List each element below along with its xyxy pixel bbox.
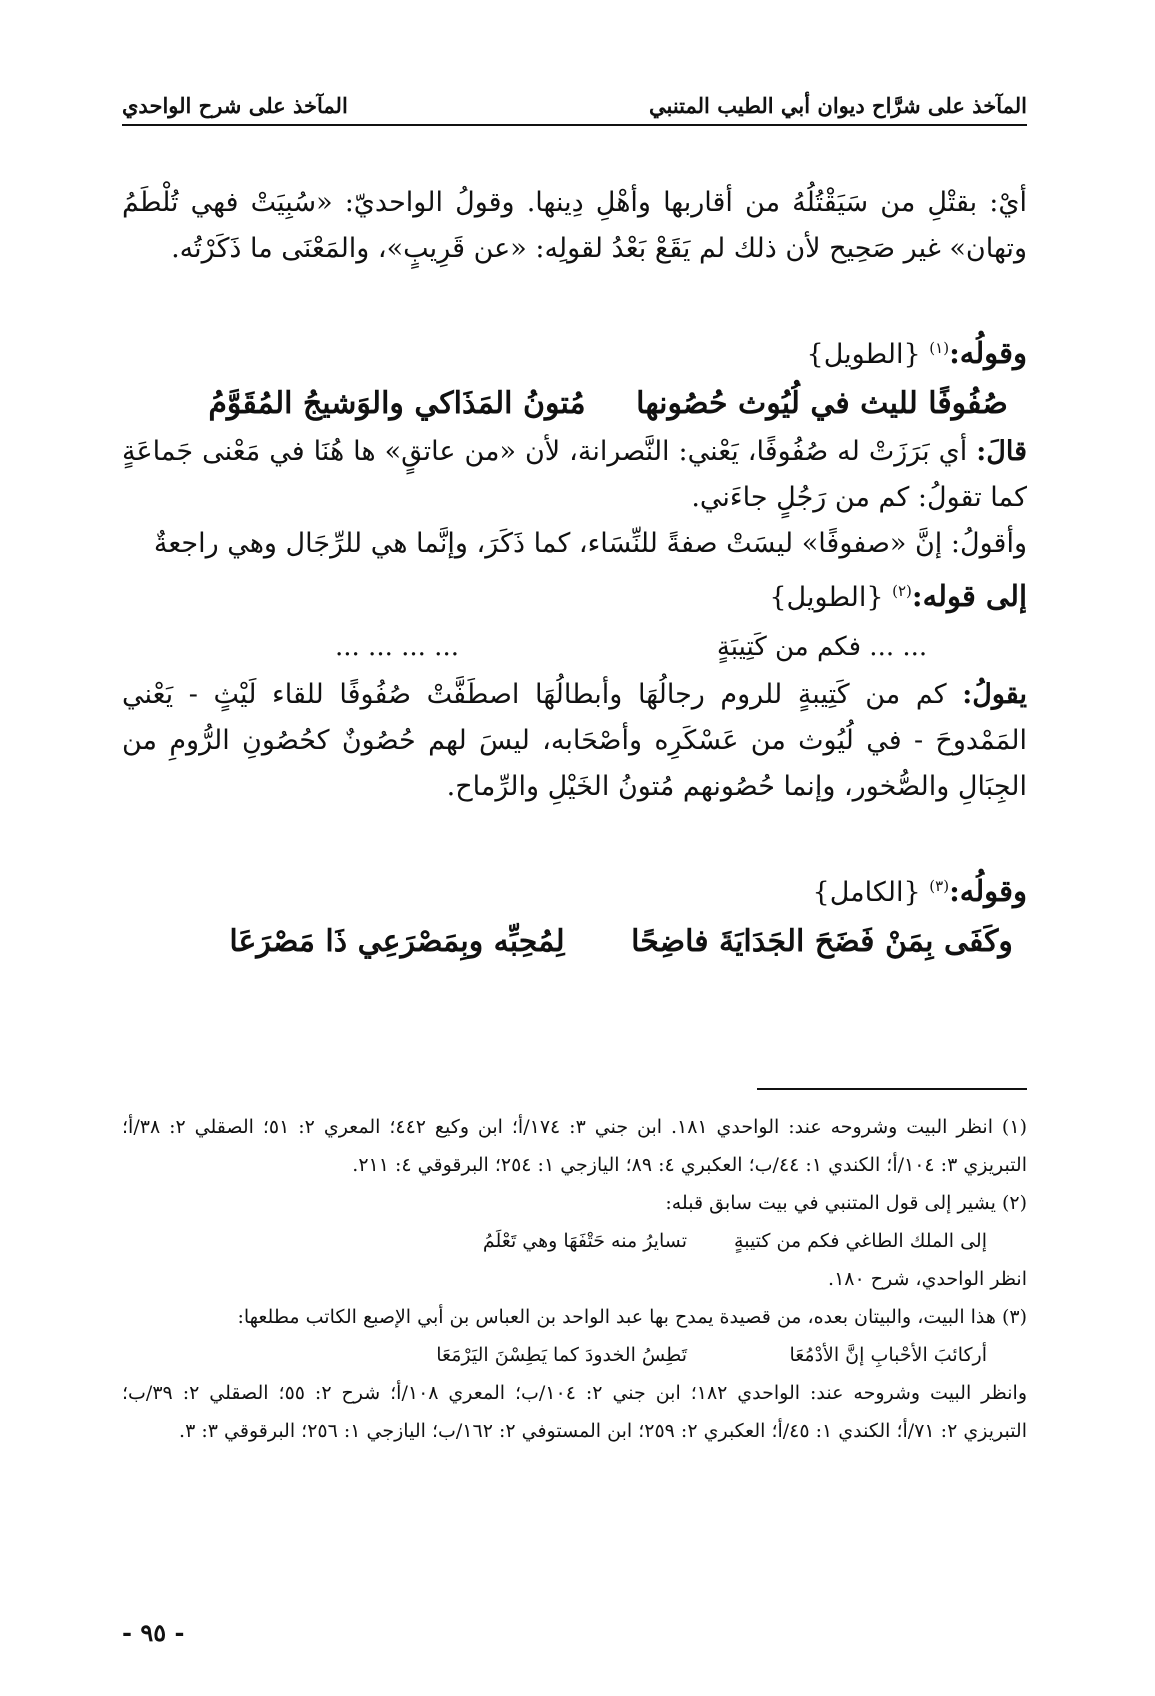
verse-intro: [122, 567, 1027, 622]
paragraph-text: أي بَرَزَتْ له صُفُوفًا، يَعْني: النَّصرانة، لأن «من عاتقٍ» ها هُنَا في مَعْنى جَماعَةٍ كما تقولُ: كم من رَجُلٍ جاءَني.: [122, 436, 1027, 513]
footnote-divider: [757, 1088, 1027, 1090]
verse-second-hemistich: تسايرُ منه حَتْفَهَا وهي تَعْلَمُ: [482, 1230, 687, 1252]
paragraph-text: كم من كَتِيبةٍ للروم رجالُهَا وأبطالُهَا اصطَفَّتْ صُفُوفًا للقاء لَيْثٍ - يَعْني المَمْدوحَ - في لُيُوث من عَسْكَرِه وأصْحَابه، ليسَ لهم حُصُونٌ كحُصُونِ الرُّومِ من الجِبَالِ والصُّخور، وإنما حُصُونهم مُتونُ الخَيْلِ والرِّماح.: [122, 679, 1027, 802]
meter-label: {الكامل}: [812, 877, 921, 908]
main-text: [122, 180, 1027, 967]
paragraph-lead: قالَ:: [976, 436, 1027, 467]
paragraph-lead: يقولُ:: [962, 679, 1027, 710]
footnote-3-tail: وانظر البيت وشروحه عند: الواحدي ١٨٢؛ ابن جني ٢: ١٠٤/ب؛ المعري ١٠٨/أ؛ شرح ٢: ٥٥؛ الصقلي ٢: ٣٩/ب؛ التبريزي ٢: ٧١/أ؛ الكندي ١: ٤٥/أ؛ العكبري ٢: ٢٥٩؛ ابن المستوفي ٢: ١٦٢/ب؛ اليازجي ١: ٢٥٦؛ البرقوقي ٣: ٣.: [122, 1382, 1027, 1442]
header-book-title: المآخذ على شرَّاح ديوان أبي الطيب المتنبي: [649, 93, 1027, 118]
verse-second-hemistich: ... ... ... ...: [335, 632, 459, 662]
footnote-2-tail: انظر الواحدي، شرح ١٨٠.: [828, 1268, 1027, 1290]
footnotes: [122, 1108, 1027, 1450]
verse-second-hemistich: لِمُحِبِّه وبِمَصْرَعِي ذَا مَصْرَعَا: [229, 924, 565, 959]
verse-first-hemistich: صُفُوفًا لليث في لُيُوث حُصُونها: [636, 386, 1008, 421]
verse-first-hemistich: أركائبَ الأحْبابِ إنَّ الأدْمُعَا: [789, 1344, 987, 1366]
verse-first-hemistich: إلى الملك الطاغي فكم من كتيبةٍ: [734, 1230, 987, 1252]
meter-label: {الطويل}: [769, 582, 884, 613]
verse-first-hemistich: ... ... فكم من كَتِيبَةٍ: [716, 632, 928, 662]
footnote-ref: (٣): [929, 877, 950, 895]
verse-first-hemistich: وكَفَى بِمَنْ فَضَحَ الجَدَايَةَ فاضِحًا: [631, 924, 1013, 959]
running-header: [122, 78, 1027, 126]
verse-intro-lead: وقولُه:: [949, 874, 1027, 908]
paragraph: [122, 429, 1027, 521]
verse-line: [122, 622, 1027, 672]
footnote-3: (٣) هذا البيت، والبيتان بعده، من قصيدة يمدح بها عبد الواحد بن العباس بن أبي الإصبع الكاتب مطلعها:: [237, 1306, 1027, 1328]
footnote-ref: (٢): [892, 582, 912, 600]
paragraph: أيْ: بقتْلِ من سَيَقْتُلُهُ من أقاربها وأهْلِ دِينها. وقولُ الواحديّ: «سُبِيَتْ فهي تُلْطَمُ وتهان» غير صَحِيح لأن ذلك لم يَقَعْ بَعْدُ لقولِه: «عن قَرِيبٍ»، والمَعْنَى ما ذَكَرْتُه.: [122, 187, 1027, 264]
verse-intro-lead: وقولُه:: [949, 336, 1027, 370]
verse-intro: [122, 324, 1027, 379]
meter-label: {الطويل}: [806, 339, 921, 370]
verse-line: [122, 379, 1027, 429]
footnote-verse: [122, 1336, 1027, 1374]
verse-second-hemistich: تَطِسُ الخدودَ كما يَطِسْنَ اليَرْمَعَا: [436, 1344, 687, 1366]
footnote-verse: [122, 1222, 1027, 1260]
verse-intro: [122, 862, 1027, 917]
footnote-ref: (١): [929, 339, 950, 357]
header-section-title: المآخذ على شرح الواحدي: [122, 93, 348, 118]
footnote-1: (١) انظر البيت وشروحه عند: الواحدي ١٨١. ابن جني ٣: ١٧٤/أ؛ ابن وكيع ٤٤٢؛ المعري ٢: ٥١؛ الصقلي ٢: ٣٨/أ؛ التبريزي ٣: ١٠٤/أ؛ الكندي ١: ٤٤/ب؛ العكبري ٤: ٨٩؛ اليازجي ١: ٢٥٤؛ البرقوقي ٤: ٢١١.: [122, 1116, 1027, 1176]
footnote-2: (٢) يشير إلى قول المتنبي في بيت سابق قبله:: [665, 1192, 1027, 1214]
verse-intro-lead: إلى قوله:: [911, 579, 1027, 613]
paragraph: [122, 672, 1027, 810]
paragraph: وأقولُ: إنَّ «صفوفًا» ليسَتْ صفةً للنِّسَاء، كما ذَكَرَ، وإنَّما هي للرِّجَال وهي راجعةٌ: [153, 528, 1027, 559]
page-number: - ٩٥ -: [122, 1618, 185, 1647]
verse-line: [122, 917, 1027, 967]
verse-second-hemistich: مُتونُ المَذَاكي والوَشيجُ المُقَوَّمُ: [208, 386, 586, 421]
